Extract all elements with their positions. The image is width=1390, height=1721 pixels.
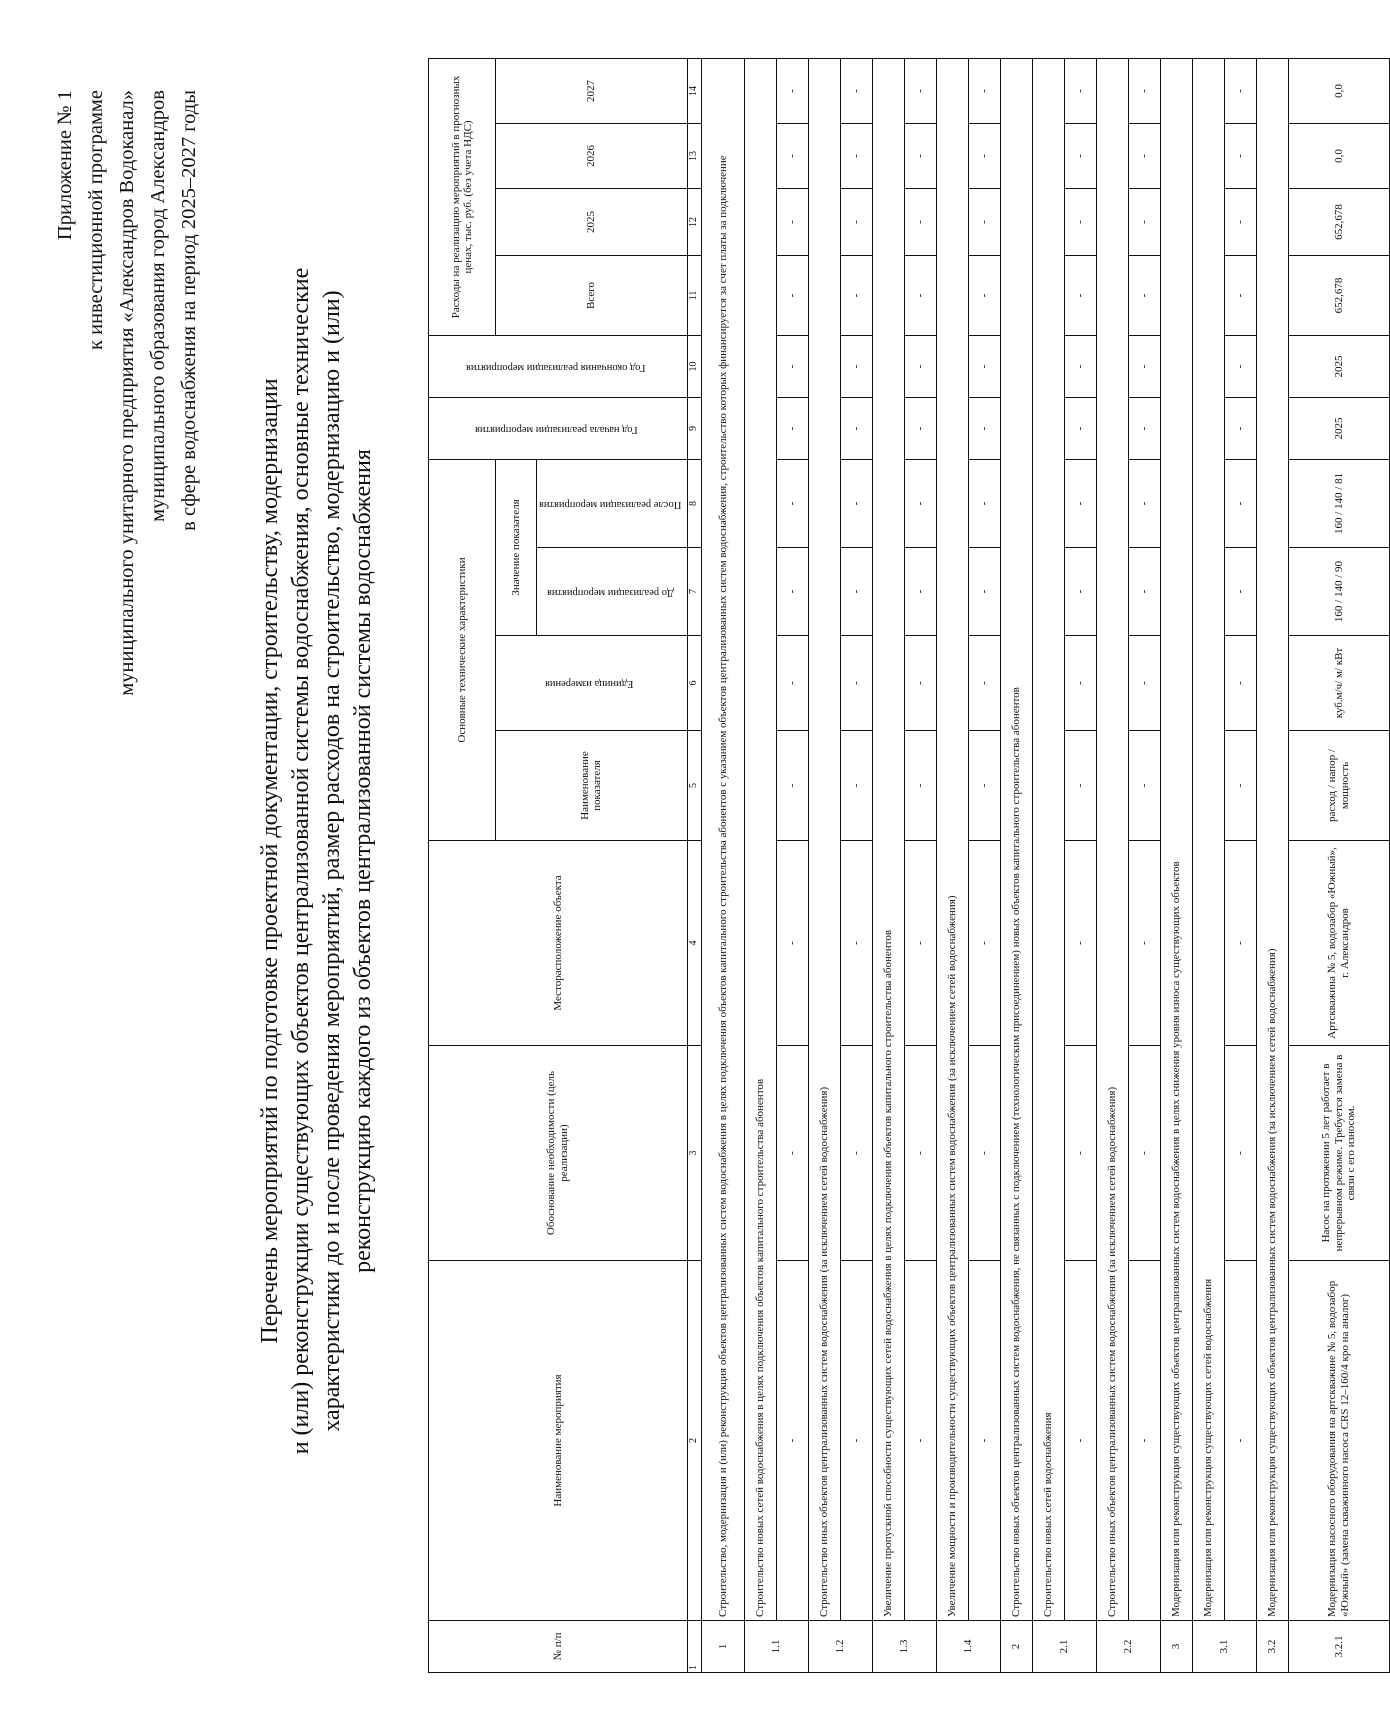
section-title: Строительство новых сетей водоснабжения bbox=[1032, 58, 1064, 1620]
section-title: Увеличение пропускной способности существующих сетей водоснабжения в целях подключения объектов капитального строительства абонентов bbox=[872, 58, 904, 1620]
dash-cell: - bbox=[1224, 1261, 1256, 1621]
dash-cell: - bbox=[1224, 58, 1256, 123]
measure-row bbox=[1288, 58, 1389, 1672]
section-row bbox=[744, 58, 776, 1672]
column-number: 11 bbox=[687, 255, 701, 335]
dash-cell: - bbox=[840, 548, 872, 636]
dash-cell: - bbox=[840, 255, 872, 335]
column-number: 9 bbox=[687, 397, 701, 459]
dash-cell: - bbox=[904, 841, 936, 1046]
dash-cell: - bbox=[1224, 397, 1256, 459]
dash-cell: - bbox=[968, 1261, 1000, 1621]
dash-cell: - bbox=[776, 188, 808, 255]
dash-cell: - bbox=[904, 255, 936, 335]
dash-cell: - bbox=[904, 1046, 936, 1261]
empty-row bbox=[840, 58, 872, 1672]
section-title: Модернизация или реконструкция существующих сетей водоснабжения bbox=[1192, 58, 1224, 1620]
section-title: Строительство иных объектов централизованных систем водоснабжения (за исключением сетей водоснабжения) bbox=[1096, 58, 1128, 1620]
dash-cell: - bbox=[1064, 1261, 1096, 1621]
dash-cell: - bbox=[1128, 1261, 1160, 1621]
title-line: и (или) реконструкции существующих объектов централизованной системы водоснабжения, основные технические bbox=[288, 267, 314, 1455]
header-row bbox=[429, 58, 496, 1672]
column-numbers-row bbox=[687, 58, 701, 1672]
measures-table bbox=[428, 58, 1390, 1673]
column-number: 12 bbox=[687, 188, 701, 255]
dash-cell: - bbox=[904, 188, 936, 255]
dash-cell: - bbox=[776, 1046, 808, 1261]
section-title: Строительство новых сетей водоснабжения в целях подключения объектов капитального строительства абонентов bbox=[744, 58, 776, 1620]
measure-name: Модернизация насосного оборудования на артскважине № 5, водозабор «Южный» (замена скважинного насоса CRS 12–160/4 кро на аналог) bbox=[1288, 1261, 1389, 1621]
section-title: Модернизация или реконструкция существующих объектов централизованных систем водоснабжения (за исключением сетей водоснабжения) bbox=[1256, 58, 1288, 1620]
dash-cell: - bbox=[1224, 123, 1256, 188]
header-indicator-value: Значение показателя bbox=[496, 459, 537, 635]
section-title: Строительство новых объектов централизованных систем водоснабжения, не связанных с подключением (технологическим присоединением) новых объектов капитального строительства абонентов bbox=[1000, 58, 1032, 1620]
section-title: Увеличение мощности и производительности существующих объектов централизованных систем водоснабжения (за исключением сетей водоснабжения) bbox=[936, 58, 968, 1620]
dash-cell: - bbox=[968, 1046, 1000, 1261]
header-unit: Единица измерения bbox=[545, 678, 634, 690]
section-row bbox=[701, 58, 744, 1672]
dash-cell: - bbox=[1224, 1046, 1256, 1261]
empty-row bbox=[1224, 58, 1256, 1672]
dash-cell: - bbox=[904, 335, 936, 397]
appendix-line: в сфере водоснабжения на период 2025–2027 годы bbox=[178, 90, 200, 531]
section-row bbox=[1256, 58, 1288, 1672]
dash-cell: - bbox=[1064, 841, 1096, 1046]
dash-cell: - bbox=[1064, 397, 1096, 459]
column-number: 4 bbox=[687, 841, 701, 1046]
dash-cell: - bbox=[776, 397, 808, 459]
header-2027: 2027 bbox=[496, 58, 688, 123]
column-number: 10 bbox=[687, 335, 701, 397]
dash-cell: - bbox=[1128, 397, 1160, 459]
document-title bbox=[255, 71, 379, 1651]
dash-cell: - bbox=[776, 58, 808, 123]
dash-cell: - bbox=[840, 1261, 872, 1621]
header-costs: Расходы на реализацию мероприятий в прогнозных ценах, тыс. руб. (без учета НДС) bbox=[429, 58, 496, 335]
section-title: Строительство, модернизация и (или) реконструкция объектов централизованных систем водоснабжения в целях подключения объектов капитального строительства абонентов с указанием объектов централизованных систем водоснабжения, строительство которых финансируется за счет платы за подключение bbox=[701, 58, 744, 1620]
empty-row bbox=[904, 58, 936, 1672]
dash-cell: - bbox=[1064, 335, 1096, 397]
section-row bbox=[1192, 58, 1224, 1672]
dash-cell: - bbox=[904, 123, 936, 188]
dash-cell: - bbox=[1064, 255, 1096, 335]
header-before: До реализации мероприятия bbox=[546, 586, 674, 598]
section-number: 1 bbox=[701, 1621, 744, 1673]
dash-cell: - bbox=[1064, 459, 1096, 547]
empty-row bbox=[968, 58, 1000, 1672]
section-number: 1.4 bbox=[936, 1621, 1000, 1673]
dash-cell: - bbox=[968, 335, 1000, 397]
dash-cell: - bbox=[840, 636, 872, 731]
dash-cell: - bbox=[1128, 123, 1160, 188]
header-year-start: Год начала реализации мероприятия bbox=[474, 423, 638, 435]
section-number: 2.2 bbox=[1096, 1621, 1160, 1673]
measure-total: 652,678 bbox=[1288, 255, 1389, 335]
section-title: Строительство иных объектов централизованных систем водоснабжения (за исключением сетей водоснабжения) bbox=[808, 58, 840, 1620]
dash-cell: - bbox=[1224, 731, 1256, 841]
header-after-cell bbox=[537, 459, 688, 547]
dash-cell: - bbox=[968, 188, 1000, 255]
section-row bbox=[1160, 58, 1192, 1672]
header-2026: 2026 bbox=[496, 123, 688, 188]
section-number: 3 bbox=[1160, 1621, 1192, 1673]
dash-cell: - bbox=[776, 123, 808, 188]
section-row bbox=[872, 58, 904, 1672]
section-number: 3.2 bbox=[1256, 1621, 1288, 1673]
header-unit-cell bbox=[496, 636, 688, 731]
dash-cell: - bbox=[904, 636, 936, 731]
dash-cell: - bbox=[1064, 58, 1096, 123]
dash-cell: - bbox=[968, 58, 1000, 123]
header-total: Всего bbox=[496, 255, 688, 335]
dash-cell: - bbox=[1128, 548, 1160, 636]
dash-cell: - bbox=[904, 459, 936, 547]
dash-cell: - bbox=[968, 459, 1000, 547]
dash-cell: - bbox=[904, 731, 936, 841]
dash-cell: - bbox=[840, 397, 872, 459]
section-row bbox=[1032, 58, 1064, 1672]
dash-cell: - bbox=[776, 841, 808, 1046]
header-year-end-cell bbox=[429, 335, 688, 397]
measure-2027: 0,0 bbox=[1288, 58, 1389, 123]
dash-cell: - bbox=[904, 58, 936, 123]
dash-cell: - bbox=[1128, 335, 1160, 397]
dash-cell: - bbox=[1064, 123, 1096, 188]
measure-after: 160 / 140 / 81 bbox=[1288, 459, 1389, 547]
dash-cell: - bbox=[904, 1261, 936, 1621]
column-number: 8 bbox=[687, 459, 701, 547]
header-location: Месторасположение объекта bbox=[429, 841, 688, 1046]
dash-cell: - bbox=[776, 1261, 808, 1621]
title-line: реконструкцию каждого из объектов централизованной системы водоснабжения bbox=[350, 449, 376, 1273]
column-number: 5 bbox=[687, 731, 701, 841]
dash-cell: - bbox=[1128, 841, 1160, 1046]
dash-cell: - bbox=[904, 548, 936, 636]
column-number: 3 bbox=[687, 1046, 701, 1261]
measure-before: 160 / 140 / 90 bbox=[1288, 548, 1389, 636]
dash-cell: - bbox=[840, 459, 872, 547]
dash-cell: - bbox=[1128, 188, 1160, 255]
section-number: 2.1 bbox=[1032, 1621, 1096, 1673]
dash-cell: - bbox=[776, 731, 808, 841]
section-number: 1.3 bbox=[872, 1621, 936, 1673]
header-tech: Основные технические характеристики bbox=[429, 459, 496, 840]
dash-cell: - bbox=[968, 636, 1000, 731]
dash-cell: - bbox=[968, 548, 1000, 636]
dash-cell: - bbox=[776, 335, 808, 397]
section-title: Модернизация или реконструкция существующих объектов централизованных систем водоснабжения в целях снижения уровня износа существующих объектов bbox=[1160, 58, 1192, 1620]
section-row bbox=[936, 58, 968, 1672]
dash-cell: - bbox=[968, 123, 1000, 188]
title-line: Перечень мероприятий по подготовке проектной документации, строительству, модернизации bbox=[257, 378, 283, 1344]
dash-cell: - bbox=[840, 1046, 872, 1261]
row-number: 3.2.1 bbox=[1288, 1621, 1389, 1673]
section-number: 2 bbox=[1000, 1621, 1032, 1673]
measure-2025: 652,678 bbox=[1288, 188, 1389, 255]
dash-cell: - bbox=[1064, 188, 1096, 255]
dash-cell: - bbox=[1224, 459, 1256, 547]
dash-cell: - bbox=[1064, 548, 1096, 636]
dash-cell: - bbox=[1224, 841, 1256, 1046]
empty-row bbox=[1128, 58, 1160, 1672]
header-name: Наименование мероприятия bbox=[429, 1261, 688, 1621]
header-after: После реализации мероприятия bbox=[539, 498, 682, 510]
appendix-header bbox=[50, 90, 205, 950]
measure-year-end: 2025 bbox=[1288, 335, 1389, 397]
column-number: 13 bbox=[687, 123, 701, 188]
dash-cell: - bbox=[1224, 548, 1256, 636]
dash-cell: - bbox=[1128, 1046, 1160, 1261]
column-number: 1 bbox=[687, 1621, 701, 1673]
dash-cell: - bbox=[840, 123, 872, 188]
section-number: 1.2 bbox=[808, 1621, 872, 1673]
dash-cell: - bbox=[840, 841, 872, 1046]
section-row bbox=[1000, 58, 1032, 1672]
dash-cell: - bbox=[968, 397, 1000, 459]
dash-cell: - bbox=[776, 636, 808, 731]
dash-cell: - bbox=[1064, 636, 1096, 731]
measure-2026: 0,0 bbox=[1288, 123, 1389, 188]
header-2025: 2025 bbox=[496, 188, 688, 255]
dash-cell: - bbox=[1224, 188, 1256, 255]
dash-cell: - bbox=[1224, 255, 1256, 335]
appendix-line: муниципального унитарного предприятия «Александров Водоканал» bbox=[116, 90, 138, 696]
section-row bbox=[1096, 58, 1128, 1672]
dash-cell: - bbox=[968, 255, 1000, 335]
dash-cell: - bbox=[1128, 459, 1160, 547]
appendix-line: к инвестиционной программе bbox=[85, 90, 107, 350]
dash-cell: - bbox=[776, 459, 808, 547]
header-year-start-cell bbox=[429, 397, 688, 459]
dash-cell: - bbox=[1064, 731, 1096, 841]
header-num: № п/п bbox=[429, 1621, 688, 1673]
empty-row bbox=[776, 58, 808, 1672]
section-number: 1.1 bbox=[744, 1621, 808, 1673]
header-indicator-name: Наименование показателя bbox=[496, 731, 688, 841]
header-basis: Обоснование необходимости (цель реализации) bbox=[429, 1046, 688, 1261]
title-line: характеристики до и после проведения мероприятий, размер расходов на строительство, модернизацию и (или) bbox=[319, 290, 345, 1432]
dash-cell: - bbox=[968, 841, 1000, 1046]
empty-row bbox=[1064, 58, 1096, 1672]
column-number: 7 bbox=[687, 548, 701, 636]
dash-cell: - bbox=[1128, 58, 1160, 123]
header-before-cell bbox=[537, 548, 688, 636]
measure-location: Артскважина № 5, водозабор «Южный», г. Александров bbox=[1288, 841, 1389, 1046]
measure-indicator: расход / напор / мощность bbox=[1288, 731, 1389, 841]
section-row bbox=[808, 58, 840, 1672]
measure-year-start: 2025 bbox=[1288, 397, 1389, 459]
dash-cell: - bbox=[840, 188, 872, 255]
dash-cell: - bbox=[840, 58, 872, 123]
column-number: 6 bbox=[687, 636, 701, 731]
measure-basis: Насос на протяжении 5 лет работает в непрерывном режиме. Требуется замена в связи с его износом. bbox=[1288, 1046, 1389, 1261]
section-number: 3.1 bbox=[1192, 1621, 1256, 1673]
dash-cell: - bbox=[1224, 335, 1256, 397]
dash-cell: - bbox=[1128, 636, 1160, 731]
appendix-line: Приложение № 1 bbox=[54, 90, 76, 241]
dash-cell: - bbox=[776, 255, 808, 335]
dash-cell: - bbox=[1128, 731, 1160, 841]
dash-cell: - bbox=[1224, 636, 1256, 731]
appendix-line: муниципального образования город Александров bbox=[147, 90, 169, 522]
dash-cell: - bbox=[904, 397, 936, 459]
measure-unit: куб.м/ч/ м/ кВт bbox=[1288, 636, 1389, 731]
dash-cell: - bbox=[840, 335, 872, 397]
dash-cell: - bbox=[840, 731, 872, 841]
dash-cell: - bbox=[968, 731, 1000, 841]
column-number: 14 bbox=[687, 58, 701, 123]
dash-cell: - bbox=[776, 548, 808, 636]
dash-cell: - bbox=[1064, 1046, 1096, 1261]
column-number: 2 bbox=[687, 1261, 701, 1621]
header-year-end: Год окончания реализации мероприятия bbox=[466, 361, 646, 373]
dash-cell: - bbox=[1128, 255, 1160, 335]
